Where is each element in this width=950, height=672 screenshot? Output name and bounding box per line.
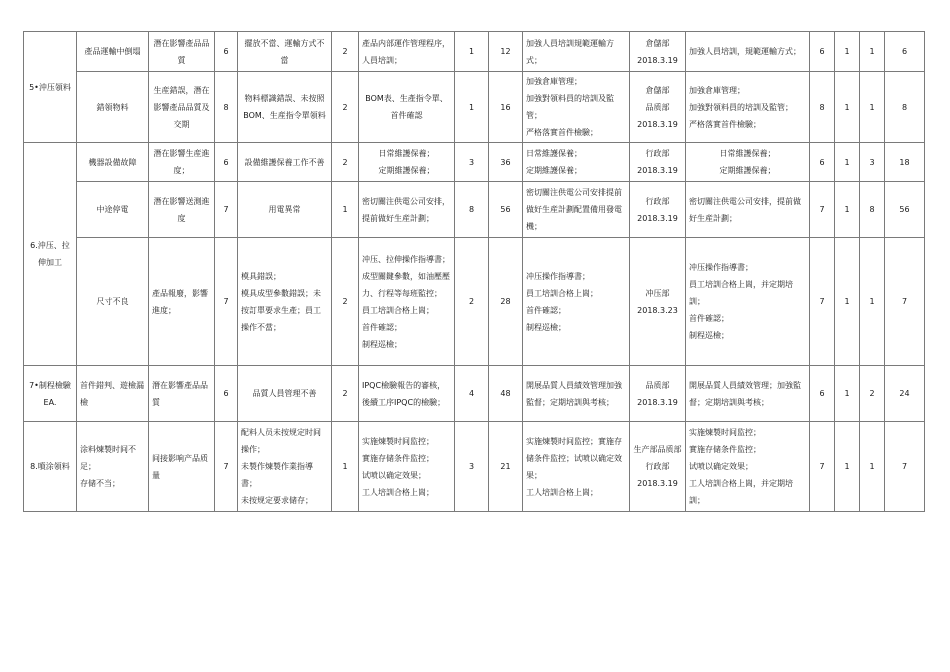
target-date: 2018.3.19 (637, 479, 678, 488)
severity-cell: 6 (215, 366, 238, 422)
process-step-cell: 8.噴涂領料 (24, 422, 77, 512)
responsibility-cell (630, 366, 686, 422)
responsible-dept: 生产部品质部行政部 (633, 445, 682, 471)
cause-cell: 物料標識錯誤、未按照BOM、生産指令單領料 (238, 72, 332, 143)
recommended-action-cell: 日常維護保養； 定期維護保養； (523, 143, 630, 182)
cause-cell: 擺放不當、運輸方式不當 (238, 32, 332, 72)
failure-effect-cell: 间接影响产品质量 (149, 422, 215, 512)
table-row (24, 143, 925, 182)
failure-mode-cell: 首件錯判、遊檢漏檢 (77, 366, 149, 422)
new-rpn-cell: 7 (885, 238, 925, 366)
fmea-table (23, 31, 925, 512)
current-control-cell: BOM表、生產指令單、首件確認 (359, 72, 455, 143)
severity-cell: 7 (215, 238, 238, 366)
new-rpn-cell: 6 (885, 32, 925, 72)
current-control-cell: 密切關注供電公司安排，提前做好生産計劃； (359, 182, 455, 238)
responsibility-cell (630, 422, 686, 512)
target-date: 2018.3.19 (637, 213, 678, 223)
action-taken-cell: 開展品質人員績效管理；加強監督；定期培訓與考核； (686, 366, 810, 422)
failure-effect-cell: 生産錯誤，潛在影響產品品質及交期 (149, 72, 215, 143)
rpn-cell: 21 (489, 422, 523, 512)
severity-cell: 6 (215, 143, 238, 182)
table-row (24, 32, 925, 72)
occurrence-cell: 2 (332, 366, 359, 422)
cause-cell: 用電異常 (238, 182, 332, 238)
new-detection-cell: 1 (860, 238, 885, 366)
target-date: 2018.3.23 (637, 305, 678, 315)
current-control-cell: 日常維護保養； 定期維護保養； (359, 143, 455, 182)
occurrence-cell: 2 (332, 238, 359, 366)
cause-cell: 配料人员未按规定时间操作； 未製作煉製作業指導書； 未按规定要求储存； (238, 422, 332, 512)
rpn-cell: 48 (489, 366, 523, 422)
target-date: 2018.3.19 (637, 166, 678, 175)
new-rpn-cell: 24 (885, 366, 925, 422)
occurrence-cell: 2 (332, 143, 359, 182)
recommended-action-cell: 冲压操作指導書； 員工培訓合格上崗； 首件確認； 制程巡檢； (523, 238, 630, 366)
responsible-dept: 倉儲部 (645, 38, 670, 48)
rpn-cell: 12 (489, 32, 523, 72)
occurrence-cell: 2 (332, 32, 359, 72)
failure-mode-cell: 尺寸不良 (77, 238, 149, 366)
severity-cell: 6 (215, 32, 238, 72)
new-severity-cell: 8 (810, 72, 835, 143)
new-severity-cell: 6 (810, 366, 835, 422)
responsible-dept: 品质部 (645, 380, 670, 390)
detection-cell: 1 (455, 72, 489, 143)
target-date: 2018.3.19 (637, 397, 678, 407)
new-occurrence-cell: 1 (835, 143, 860, 182)
new-severity-cell: 7 (810, 422, 835, 512)
new-severity-cell: 7 (810, 182, 835, 238)
responsible-dept: 行政部 (645, 149, 670, 158)
new-occurrence-cell: 1 (835, 182, 860, 238)
current-control-cell: 冲压、拉伸操作指導書； 成型關鍵參數，如油壓壓力、行程等每班監控； 員工培訓合格上崗； 首件確認； 制程巡檢； (359, 238, 455, 366)
rpn-cell: 28 (489, 238, 523, 366)
occurrence-cell: 1 (332, 182, 359, 238)
table-row (24, 366, 925, 422)
new-rpn-cell: 8 (885, 72, 925, 143)
new-occurrence-cell: 1 (835, 238, 860, 366)
action-taken-cell: 日常維護保養； 定期維護保養； (686, 143, 810, 182)
failure-effect-cell: 潛在影響送測進度 (149, 182, 215, 238)
target-date: 2018.3.19 (637, 55, 678, 65)
new-severity-cell: 6 (810, 143, 835, 182)
detection-cell: 3 (455, 143, 489, 182)
recommended-action-cell: 加強人員培訓規範運輸方式； (523, 32, 630, 72)
new-occurrence-cell: 1 (835, 72, 860, 143)
new-detection-cell: 3 (860, 143, 885, 182)
detection-cell: 3 (455, 422, 489, 512)
current-control-cell: 產品内部運作管理程序，人員培訓； (359, 32, 455, 72)
recommended-action-cell: 開展品質人員績效管理加強監督；定期培訓與考核； (523, 366, 630, 422)
new-occurrence-cell: 1 (835, 32, 860, 72)
severity-cell: 7 (215, 182, 238, 238)
table-row (24, 72, 925, 143)
responsibility-cell (630, 72, 686, 143)
new-detection-cell: 1 (860, 32, 885, 72)
responsible-dept: 行政部 (645, 196, 670, 206)
action-taken-cell: 加強人員培訓，規範運輸方式； (686, 32, 810, 72)
occurrence-cell: 2 (332, 72, 359, 143)
detection-cell: 2 (455, 238, 489, 366)
responsibility-cell (630, 143, 686, 182)
cause-cell: 品質人員管理不善 (238, 366, 332, 422)
table-row (24, 238, 925, 366)
detection-cell: 1 (455, 32, 489, 72)
recommended-action-cell: 密切關注供電公司安排提前做好生産計劃配置備用發電機； (523, 182, 630, 238)
failure-effect-cell: 產品報廢，影響進度； (149, 238, 215, 366)
cause-cell: 模具錯誤； 模具成型參數錯誤；未按訂單要求生產；員工操作不當； (238, 238, 332, 366)
current-control-cell: 实施煉製时间监控； 實施存储条件监控； 试喷以确定效果； 工人培訓合格上崗； (359, 422, 455, 512)
action-taken-cell: 加強倉庫管理； 加強對領料員的培訓及監管； 严格落實首件檢驗； (686, 72, 810, 143)
new-rpn-cell: 56 (885, 182, 925, 238)
responsibility-cell (630, 32, 686, 72)
new-severity-cell: 6 (810, 32, 835, 72)
failure-effect-cell: 潛在影響生産進度； (149, 143, 215, 182)
failure-mode-cell: 機器設備故障 (77, 143, 149, 182)
new-rpn-cell: 18 (885, 143, 925, 182)
failure-mode-cell: 中途停電 (77, 182, 149, 238)
recommended-action-cell: 实施煉製时间监控；實施存储条件监控；试喷以确定效果； 工人培訓合格上崗； (523, 422, 630, 512)
action-taken-cell: 冲压操作指導書； 員工培訓合格上崗，并定期培訓； 首件確認； 制程巡檢； (686, 238, 810, 366)
process-step-cell: 6.沖压、拉伸加工 (24, 143, 77, 366)
action-taken-cell: 密切關注供電公司安排，提前做好生産計劃； (686, 182, 810, 238)
cause-cell: 設備維護保養工作不善 (238, 143, 332, 182)
failure-mode-cell: 產品運輸中倒塌 (77, 32, 149, 72)
current-control-cell: IPQC檢驗報告的審核，後續工序IPQC的檢驗； (359, 366, 455, 422)
recommended-action-cell: 加強倉庫管理； 加強對領料員的培訓及監管； 严格落實首件檢驗； (523, 72, 630, 143)
responsibility-cell (630, 182, 686, 238)
new-detection-cell: 1 (860, 72, 885, 143)
detection-cell: 8 (455, 182, 489, 238)
failure-mode-cell: 涂料煉製时间不足； 存储不当； (77, 422, 149, 512)
new-occurrence-cell: 1 (835, 366, 860, 422)
rpn-cell: 16 (489, 72, 523, 143)
process-step-cell: 7•制程檢驗EA. (24, 366, 77, 422)
new-severity-cell: 7 (810, 238, 835, 366)
new-detection-cell: 1 (860, 422, 885, 512)
new-occurrence-cell: 1 (835, 422, 860, 512)
new-detection-cell: 2 (860, 366, 885, 422)
table-row (24, 422, 925, 512)
failure-mode-cell: 錯領物料 (77, 72, 149, 143)
action-taken-cell: 实施煉製时间监控； 實施存储条件监控； 试喷以确定效果； 工人培訓合格上崗，并定期培訓； (686, 422, 810, 512)
detection-cell: 4 (455, 366, 489, 422)
severity-cell: 7 (215, 422, 238, 512)
table-row (24, 182, 925, 238)
new-rpn-cell: 7 (885, 422, 925, 512)
new-detection-cell: 8 (860, 182, 885, 238)
failure-effect-cell: 潛在影響產品品質 (149, 32, 215, 72)
rpn-cell: 56 (489, 182, 523, 238)
responsible-dept: 冲压部 (645, 288, 670, 298)
severity-cell: 8 (215, 72, 238, 143)
target-date: 2018.3.19 (637, 119, 678, 129)
failure-effect-cell: 潛在影響產品品質 (149, 366, 215, 422)
occurrence-cell: 1 (332, 422, 359, 512)
responsible-dept: 倉儲部 品质部 (645, 85, 670, 112)
rpn-cell: 36 (489, 143, 523, 182)
process-step-cell: 5•沖压領料 (24, 32, 77, 143)
responsibility-cell (630, 238, 686, 366)
